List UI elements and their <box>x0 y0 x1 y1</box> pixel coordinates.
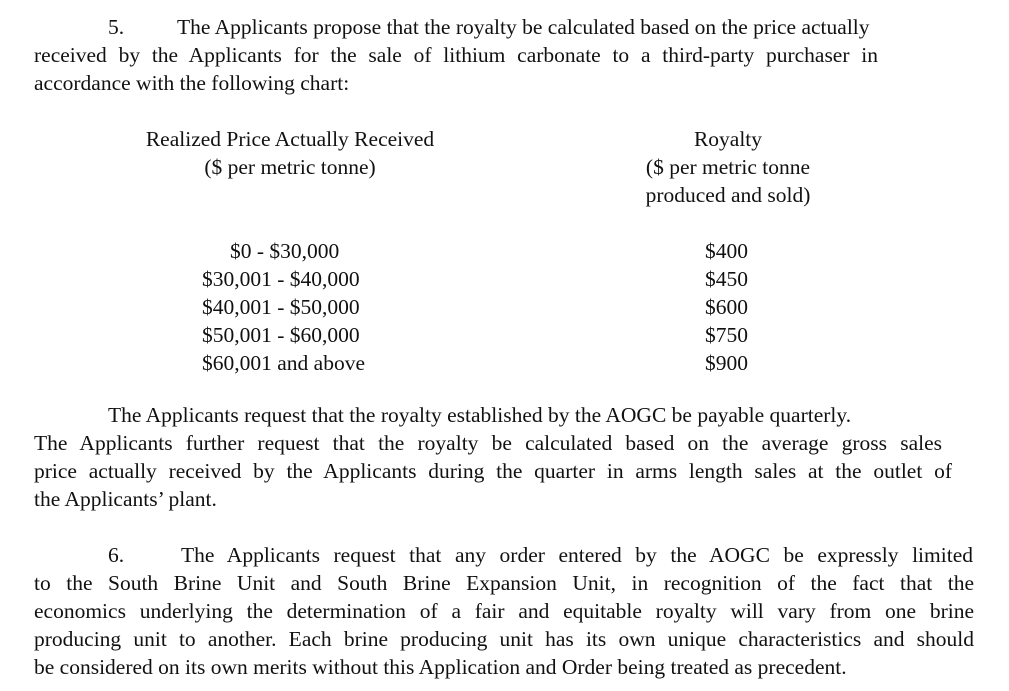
price-range-cell: $30,001 - $40,000 <box>202 267 360 291</box>
paragraph-number: 6. <box>108 543 125 567</box>
column-header-line: ($ per metric tonne <box>645 155 811 179</box>
price-range-cell: $40,001 - $50,000 <box>202 295 360 319</box>
royalty-cell: $450 <box>705 267 748 291</box>
paragraph-line: to the South Brine Unit and South Brine Expansion Unit, in recognition of the fact that the <box>34 571 974 595</box>
paragraph-line: The Applicants propose that the royalty be calculated based on the price actually <box>177 15 870 39</box>
paragraph-number: 5. <box>108 15 125 39</box>
paragraph-line: The Applicants request that the royalty established by the AOGC be payable quarterly. <box>108 403 852 427</box>
column-header-line: produced and sold) <box>645 183 811 207</box>
royalty-cell: $600 <box>705 295 748 319</box>
price-range-cell: $60,001 and above <box>202 351 366 375</box>
paragraph-line: received by the Applicants for the sale of lithium carbonate to a third-party purchaser in <box>34 43 878 67</box>
paragraph-line: The Applicants further request that the royalty be calculated based on the average gross sales <box>34 431 942 455</box>
price-column-header <box>125 125 455 181</box>
column-header-line: Realized Price Actually Received <box>145 127 435 151</box>
paragraph-line: producing unit to another. Each brine producing unit has its own unique characteristics and should <box>34 627 974 651</box>
royalty-cell: $400 <box>705 239 748 263</box>
royalty-cell: $900 <box>705 351 748 375</box>
price-range-cell: $0 - $30,000 <box>230 239 340 263</box>
column-header-line: Royalty <box>693 127 763 151</box>
royalty-cell: $750 <box>705 323 748 347</box>
paragraph-line: The Applicants request that any order entered by the AOGC be expressly limited <box>181 543 973 567</box>
column-header-line: ($ per metric tonne) <box>204 155 376 179</box>
paragraph-line: be considered on its own merits without this Application and Order being treated as precedent. <box>34 655 847 679</box>
paragraph-line: the Applicants’ plant. <box>34 487 217 511</box>
paragraph-line: accordance with the following chart: <box>34 71 350 95</box>
price-range-cell: $50,001 - $60,000 <box>202 323 360 347</box>
paragraph-line: price actually received by the Applicants during the quarter in arms length sales at the outlet of <box>34 459 952 483</box>
royalty-column-header <box>608 125 848 209</box>
paragraph-line: economics underlying the determination of a fair and equitable royalty will vary from one brine <box>34 599 974 623</box>
